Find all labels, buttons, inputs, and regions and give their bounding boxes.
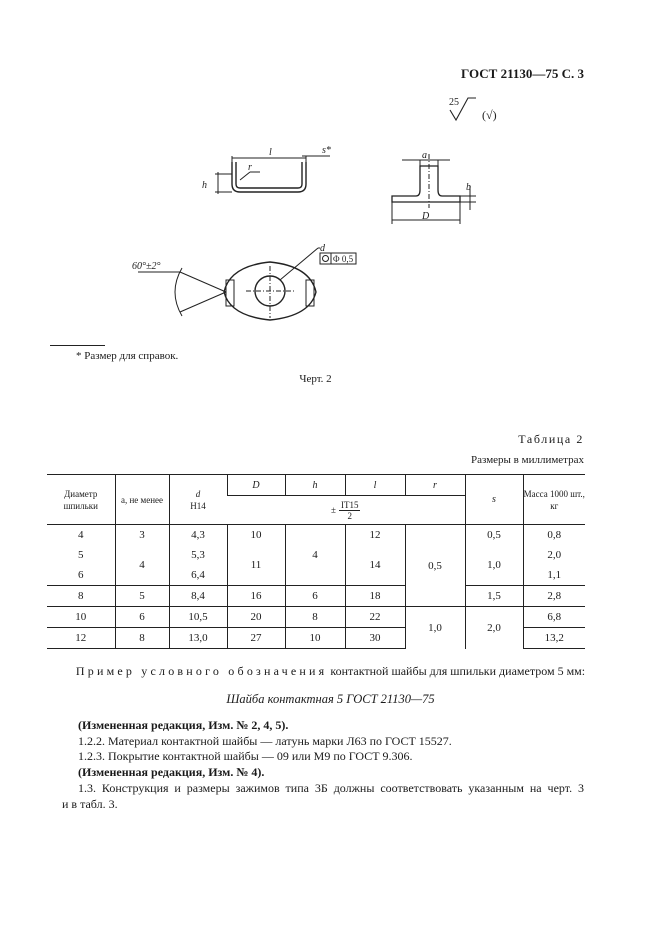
table-units: Размеры в миллиметрах [471, 454, 584, 466]
label-l: l [269, 147, 272, 158]
paragraph-1-2-2: 1.2.2. Материал контактной шайбы — латунь марки Л63 по ГОСТ 15527. [78, 734, 452, 748]
label-angle: 60°±2° [132, 261, 161, 272]
label-d: d [320, 243, 325, 254]
footnote: * Размер для справок. [76, 350, 179, 362]
table-row: 10 6 10,5 20 8 22 1,0 2,0 6,8 [47, 607, 585, 628]
table-row: 6 6,4 1,1 [47, 565, 585, 586]
paragraph-1-2-3: 1.2.3. Покрытие контактной шайбы — 09 или М9 по ГОСТ 9.306. [78, 749, 413, 763]
table-row: 12 8 13,0 27 10 30 13,2 [47, 628, 585, 649]
label-b: b [466, 182, 471, 193]
side-view [202, 145, 331, 194]
edit-note-1: (Измененная редакция, Изм. № 2, 4, 5). [78, 718, 289, 732]
header-mass: Масса 1000 шт., кг [523, 475, 585, 525]
roughness-value: 25 [449, 97, 459, 108]
header-r: r [405, 475, 465, 496]
header-stud-diameter: Диаметр шпильки [47, 475, 115, 525]
table-title: Таблица 2 [518, 432, 584, 446]
paragraph-1-3-cont: и в табл. 3. [62, 797, 118, 811]
roughness-mark [448, 96, 518, 130]
page-header: ГОСТ 21130—75 С. 3 [461, 66, 584, 81]
table-row: 4 3 4,3 10 4 12 0,5 0,5 0,8 [47, 525, 585, 546]
header-a-min: a, не менее [115, 475, 169, 525]
header-tolerance: ± $\frac{IT15}{2}$ [227, 496, 465, 525]
table-row: 8 5 8,4 16 6 18 1,5 2,8 [47, 586, 585, 607]
label-h: h [202, 180, 207, 191]
designation: Шайба контактная 5 ГОСТ 21130—75 [226, 692, 435, 706]
header-s: s [465, 475, 523, 525]
label-r: r [248, 162, 252, 173]
dimensions-table [47, 474, 585, 649]
header-d: d H14 [169, 475, 227, 525]
example-line: Пример условного обозначения контактной шайбы для шпильки диаметром 5 мм: [75, 664, 586, 678]
plan-view [132, 243, 356, 320]
label-position-tol: Φ 0,5 [333, 254, 354, 264]
label-a: a [422, 150, 427, 161]
label-s: s* [322, 145, 331, 156]
section-view [392, 150, 476, 224]
paragraph-1-3: 1.3. Конструкция и размеры зажимов типа 3Б должны соответствовать указанным на черт. 3 [78, 781, 584, 795]
header-D: D [227, 475, 285, 496]
roughness-suffix: (√) [482, 108, 497, 122]
figure-caption: Черт. 2 [299, 373, 332, 385]
table-row: 5 4 5,3 11 14 1,0 2,0 [47, 545, 585, 565]
header-l: l [345, 475, 405, 496]
header-h: h [285, 475, 345, 496]
technical-drawing [40, 140, 600, 340]
label-D: D [422, 211, 430, 222]
edit-note-2: (Измененная редакция, Изм. № 4). [78, 765, 265, 779]
footnote-rule [50, 345, 105, 346]
